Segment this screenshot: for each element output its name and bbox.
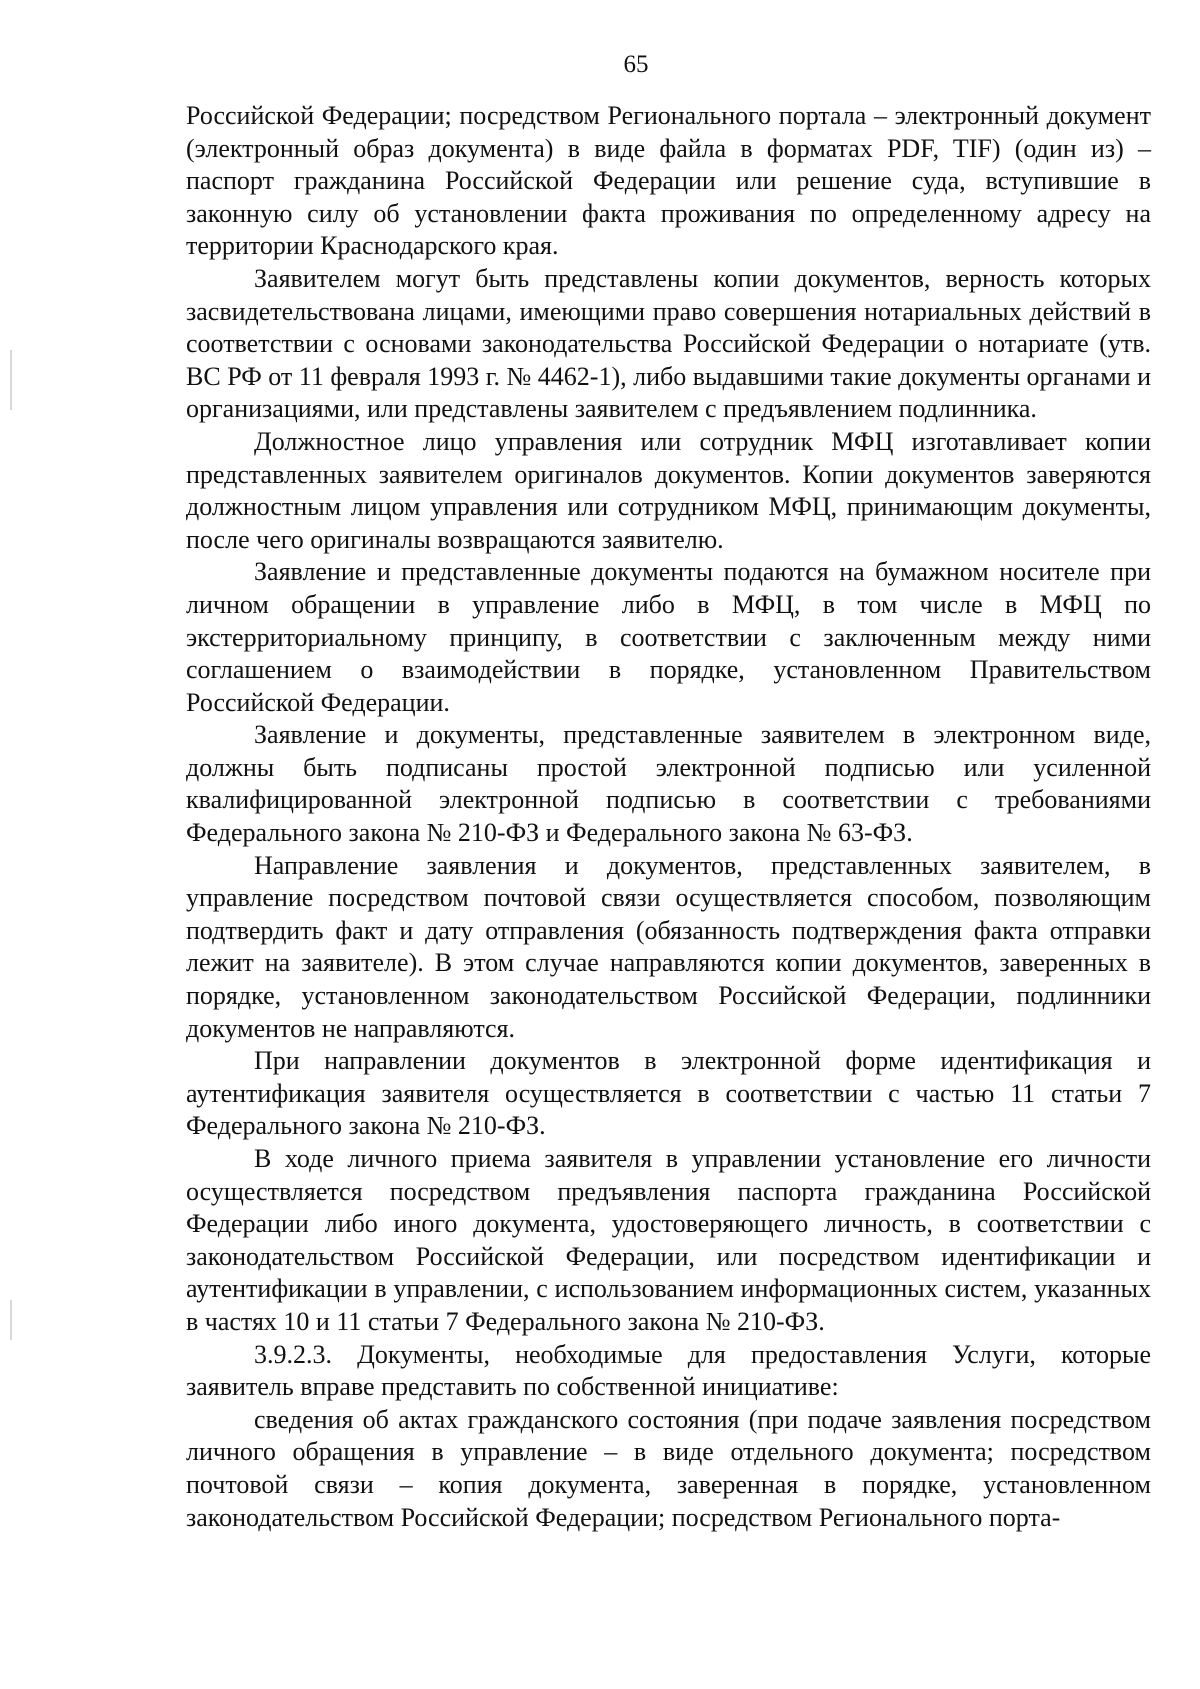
paragraph: 3.9.2.3. Документы, необходимые для предоставления Услуги, которые заявитель вправе представить по собственной инициативе: <box>186 1339 1151 1402</box>
page-number: 65 <box>623 51 649 78</box>
scan-edge-mark <box>10 350 12 410</box>
paragraph: Заявителем могут быть представлены копии документов, верность которых засвидетельствована лицами, имеющими право совершения нотариальных действий в соответствии с основами законодательства Российской Федерации о нотариате (утв. ВС РФ от 11 февраля 1993 г. № 4462-1), либо выдавшими такие документы органами и организациями, или представлены заявителем с предъявлением подлинника. <box>186 263 1151 424</box>
paragraph: Российской Федерации; посредством Регионального портала – электронный документ (электронный образ документа) в виде файла в форматах PDF, TIF) (один из) – паспорт гражданина Российской Федерации или решение суда, вступившие в законную силу об установлении факта проживания по определенному адресу на территории Краснодарского края. <box>186 101 1151 261</box>
scan-edge-mark <box>10 1300 12 1340</box>
paragraph: Заявление и представленные документы подаются на бумажном носителе при личном обращении в управление либо в МФЦ, в том числе в МФЦ по экстерриториальному принципу, в соответствии с заключенным между ними соглашением о взаимодействии в порядке, установленном Правительством Российской Федерации. <box>186 557 1151 717</box>
paragraph: Должностное лицо управления или сотрудник МФЦ изготавливает копии представленных заявителем оригиналов документов. Копии документов заверяются должностным лицом управления или сотрудником МФЦ, принимающим документы, после чего оригиналы возвращаются заявителю. <box>186 426 1151 554</box>
paragraph: сведения об актах гражданского состояния (при подаче заявления посредством личного обращения в управление – в виде отдельного документа; посредством почтовой связи – копия документа, заверенная в порядке, установленном законодательством Российской Федерации; посредством Регионального порта- <box>186 1404 1151 1532</box>
paragraph: При направлении документов в электронной форме идентификация и аутентификация заявителя осуществляется в соответствии с частью 11 статьи 7 Федерального закона № 210-ФЗ. <box>186 1046 1151 1141</box>
document-body <box>186 100 1151 1534</box>
paragraph: Направление заявления и документов, представленных заявителем, в управление посредством почтовой связи осуществляется способом, позволяющим подтвердить факт и дату отправления (обязанность подтверждения факта отправки лежит на заявителе). В этом случае направляются копии документов, заверенных в порядке, установленном законодательством Российской Федерации, подлинники документов не направляются. <box>186 850 1151 1043</box>
paragraph: В ходе личного приема заявителя в управлении установление его личности осуществляется посредством предъявления паспорта гражданина Российской Федерации либо иного документа, удостоверяющего личность, в соответствии с законодательством Российской Федерации, или посредством идентификации и аутентификации в управлении, с использованием информационных систем, указанных в частях 10 и 11 статьи 7 Федерального закона № 210-ФЗ. <box>186 1144 1151 1336</box>
paragraph: Заявление и документы, представленные заявителем в электронном виде, должны быть подписаны простой электронной подписью или усиленной квалифицированной электронной подписью в соответствии с требованиями Федерального закона № 210-ФЗ и Федерального закона № 63-ФЗ. <box>186 720 1151 848</box>
